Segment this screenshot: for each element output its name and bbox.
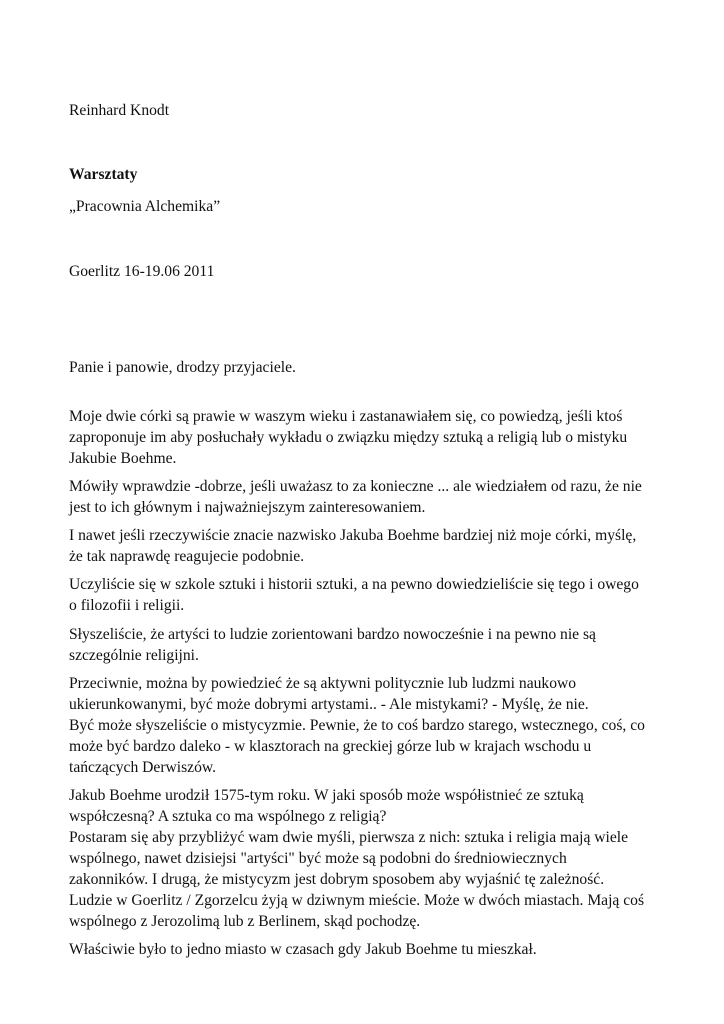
workshop-heading: Warsztaty	[69, 166, 138, 183]
body-line: Słyszeliście, że artyści to ludzie zorientowani bardzo nowocześnie i na pewno nie są	[69, 626, 596, 643]
body-line: I nawet jeśli rzeczywiście znacie nazwisko Jakuba Boehme bardziej niż moje córki, myślę,	[69, 527, 637, 544]
body-line: Moje dwie córki są prawie w waszym wieku i zastanawiałem się, co powiedzą, jeśli ktoś	[69, 408, 623, 425]
greeting: Panie i panowie, drodzy przyjaciele.	[69, 359, 296, 376]
body-line: zakonników. I drugą, że mistycyzm jest dobrym sposobem aby wyjaśnić tę zależność.	[69, 871, 605, 888]
body-line: Przeciwnie, można by powiedzieć że są aktywni politycznie lub ludzmi naukowo	[69, 675, 577, 692]
body-line: Ludzie w Goerlitz / Zgorzelcu żyją w dziwnym mieście. Może w dwóch miastach. Mają coś	[69, 892, 645, 909]
body-line: szczególnie religijni.	[69, 647, 199, 664]
body-line: Właściwie było to jedno miasto w czasach gdy Jakub Boehme tu mieszkał.	[69, 941, 537, 958]
body-line: Być może słyszeliście o mistycyzmie. Pewnie, że to coś bardzo starego, wstecznego, coś, co	[69, 717, 645, 734]
body-line: wspólnego, nawet dzisiejsi "artyści" być może są podobni do średniowiecznych	[69, 850, 567, 867]
body-line: Postaram się aby przybliżyć wam dwie myśli, pierwsza z nich: sztuka i religia mają wiele	[69, 829, 629, 846]
body-line: że tak naprawdę reagujecie podobnie.	[69, 548, 305, 565]
workshop-subtitle: „Pracownia Alchemika”	[69, 198, 221, 215]
body-line: tańczących Derwiszów.	[69, 759, 217, 776]
body-line: współczesną? A sztuka co ma wspólnego z religią?	[69, 808, 387, 825]
body-line: Jakubie Boehme.	[69, 450, 177, 467]
body-line: jest to ich głównym i najważniejszym zainteresowaniem.	[69, 499, 426, 516]
body-line: ukierunkowanymi, być może dobrymi artystami.. - Ale mistykami? - Myślę, że nie.	[69, 696, 589, 713]
body-line: wspólnego z Jerozolimą lub z Berlinem, skąd pochodzę.	[69, 913, 421, 930]
body-line: o filozofii i religii.	[69, 597, 185, 614]
author-name: Reinhard Knodt	[69, 102, 170, 119]
body-line: Mówiły wprawdzie -dobrze, jeśli uważasz to za konieczne ... ale wiedziałem od razu, że nie	[69, 478, 642, 495]
body-line: może być bardzo daleko - w klasztorach na greckiej górze lub w krajach wschodu u	[69, 738, 592, 755]
place-date: Goerlitz 16-19.06 2011	[69, 263, 215, 280]
body-line: zaproponuje im aby posłuchały wykładu o związku między sztuką a religią lub o mistyku	[69, 429, 628, 446]
body-line: Jakub Boehme urodził 1575-tym roku. W jaki sposób może współistnieć ze sztuką	[69, 787, 584, 804]
body-line: Uczyliście się w szkole sztuki i historii sztuki, a na pewno dowiedzieliście się tego i owego	[69, 576, 639, 593]
